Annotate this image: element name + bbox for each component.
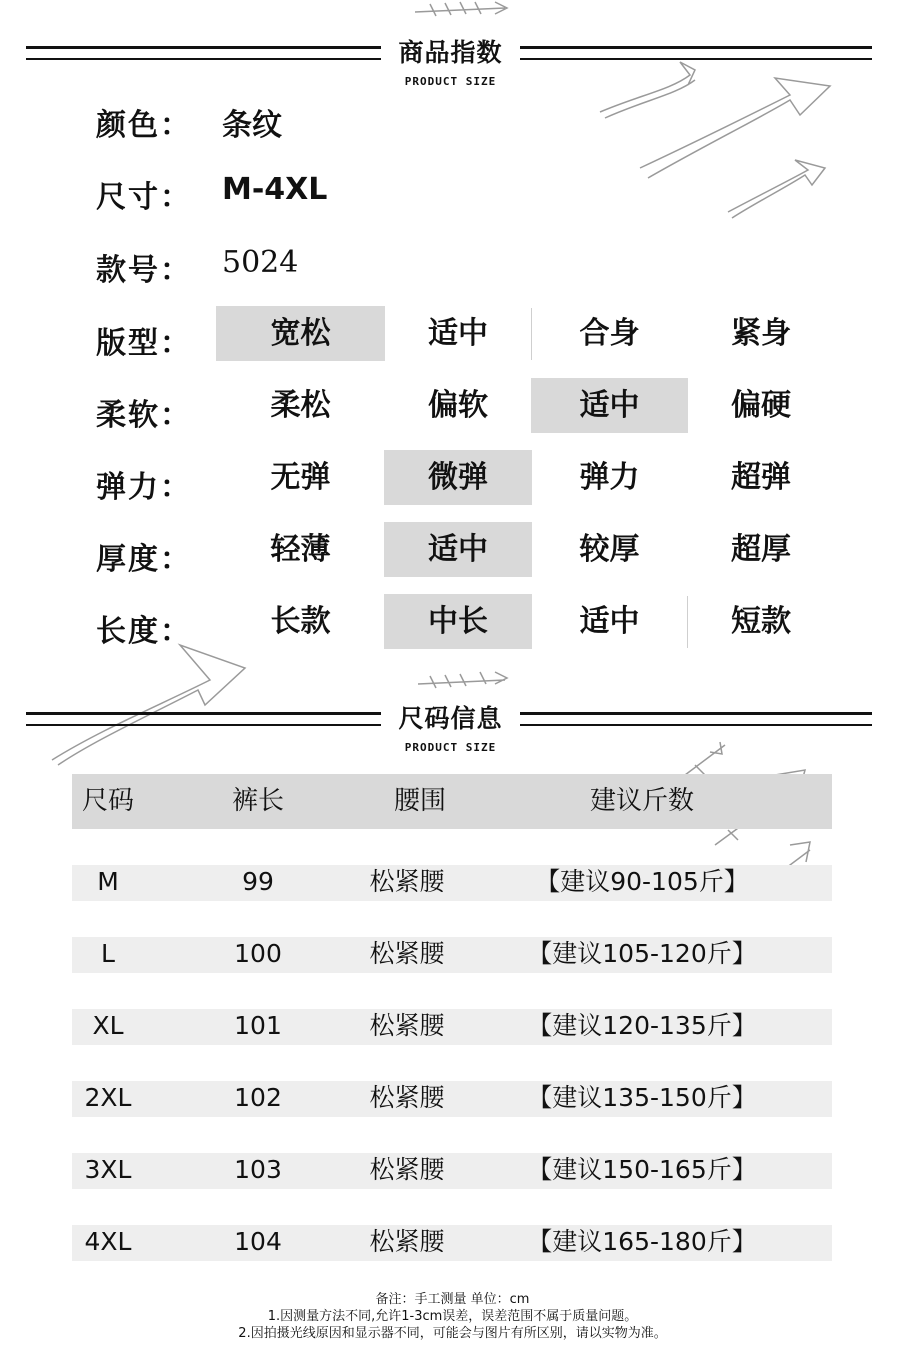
size-table-header [72, 774, 832, 829]
cell-waist: 松紧腰 [369, 1155, 445, 1184]
section-subtitle: PRODUCT SIZE [404, 75, 497, 88]
cell-waist: 松紧腰 [369, 867, 445, 896]
attribute-label: 版型： [96, 326, 192, 361]
table-row [72, 1225, 832, 1261]
attribute-option: 合身 [579, 316, 640, 351]
attribute-option-selected: 微弹 [384, 450, 532, 505]
cell-size: 3XL [84, 1155, 132, 1184]
column-header-waist: 腰围 [393, 786, 446, 816]
column-header-weight: 建议斤数 [589, 786, 694, 816]
table-row [72, 1009, 832, 1045]
note-line: 1.因测量方法不同,允许1-3cm误差，误差范围不属于质量问题。 [267, 1309, 638, 1324]
attribute-option: 无弹 [270, 460, 331, 495]
attribute-option-selected: 宽松 [216, 306, 385, 361]
header-line-left [26, 46, 381, 60]
divider [687, 596, 688, 648]
cell-length: 100 [234, 939, 282, 968]
cell-weight: 【建议165-180斤】 [527, 1227, 757, 1256]
cell-waist: 松紧腰 [369, 1011, 445, 1040]
attribute-label: 厚度： [96, 542, 192, 577]
cell-length: 101 [234, 1011, 282, 1040]
cell-size: L [101, 939, 115, 968]
color-value: 条纹 [222, 108, 282, 143]
cell-size: M [97, 867, 119, 896]
attribute-option: 弹力 [579, 460, 640, 495]
attribute-option: 适中 [579, 604, 640, 639]
attribute-option: 偏软 [428, 388, 488, 423]
attribute-option: 柔松 [270, 388, 331, 423]
cell-weight: 【建议105-120斤】 [527, 939, 757, 968]
attribute-option: 适中 [428, 316, 488, 351]
attribute-option: 超厚 [731, 532, 791, 567]
table-row [72, 1081, 832, 1117]
model-value: 5024 [222, 245, 299, 280]
cell-length: 104 [234, 1227, 282, 1256]
column-header-length: 裤长 [231, 786, 284, 816]
cell-length: 99 [242, 867, 274, 896]
divider [531, 308, 532, 360]
header-line-right [520, 46, 872, 60]
table-row [72, 937, 832, 973]
cell-waist: 松紧腰 [369, 939, 445, 968]
header-line-left [26, 712, 381, 726]
size-info-header [0, 699, 905, 769]
attribute-option-selected: 适中 [531, 378, 688, 433]
cell-waist: 松紧腰 [369, 1227, 445, 1256]
section-title: 尺码信息 [398, 704, 503, 733]
column-header-size: 尺码 [81, 786, 134, 816]
cell-size: 4XL [84, 1227, 132, 1256]
attribute-option: 偏硬 [731, 388, 791, 423]
model-label: 款号： [96, 253, 192, 288]
header-line-right [520, 712, 872, 726]
note-heading: 备注：手工测量 单位：cm [375, 1292, 530, 1307]
cell-size: 2XL [84, 1083, 132, 1112]
cell-length: 103 [234, 1155, 282, 1184]
table-row [72, 865, 832, 901]
size-value: M-4XL [222, 172, 328, 207]
section-subtitle: PRODUCT SIZE [404, 741, 497, 754]
attribute-option: 紧身 [731, 316, 791, 351]
cell-weight: 【建议90-105斤】 [535, 867, 749, 896]
cell-weight: 【建议135-150斤】 [527, 1083, 757, 1112]
cell-weight: 【建议150-165斤】 [527, 1155, 757, 1184]
attribute-label: 长度： [96, 614, 192, 649]
product-index-header [0, 33, 905, 103]
note-line: 2.因拍摄光线原因和显示器不同，可能会与图片有所区别，请以实物为准。 [238, 1326, 667, 1341]
attribute-option-selected: 中长 [384, 594, 532, 649]
attribute-option: 轻薄 [270, 532, 331, 567]
attribute-label: 柔软： [96, 398, 192, 433]
table-row [72, 1153, 832, 1189]
color-label: 颜色： [96, 108, 192, 143]
attribute-option: 较厚 [579, 532, 640, 567]
attribute-option-selected: 适中 [384, 522, 532, 577]
size-label: 尺寸： [96, 180, 192, 215]
attribute-option: 短款 [731, 604, 791, 639]
attribute-option: 超弹 [731, 460, 791, 495]
cell-length: 102 [234, 1083, 282, 1112]
section-title: 商品指数 [398, 38, 503, 67]
attribute-label: 弹力： [96, 470, 192, 505]
cell-weight: 【建议120-135斤】 [527, 1011, 757, 1040]
cell-waist: 松紧腰 [369, 1083, 445, 1112]
attribute-option: 长款 [270, 604, 331, 639]
cell-size: XL [92, 1011, 124, 1040]
